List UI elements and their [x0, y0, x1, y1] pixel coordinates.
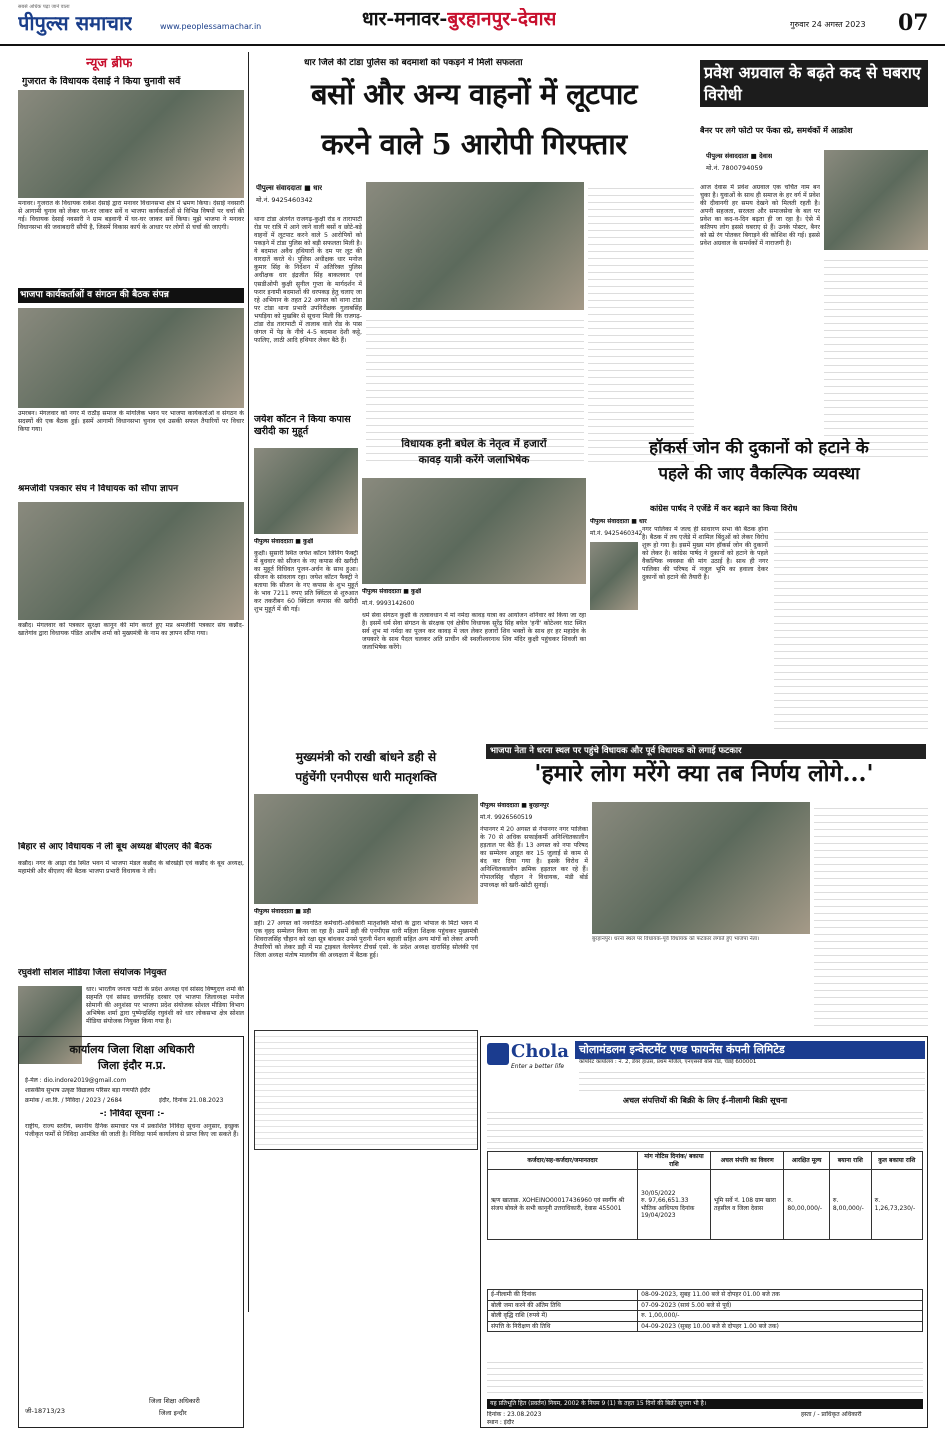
chola-schedule: [487, 1289, 923, 1332]
dharna-caption: बुरहानपुर। धरना स्थल पर विधायक-पूर्व विधायक को फटकार लगाते हुए भाजपा नेता।: [592, 936, 760, 942]
notice-signer: जिला शिक्षा अधिकारी: [149, 1397, 200, 1405]
brief-title: भाजपा कार्यकर्ताओं व संगठन की बैठक संपन्न: [18, 288, 244, 303]
chola-signer: हस्ता / - प्राधिकृत अधिकारी: [801, 1411, 862, 1418]
notice-code: जी-18713/23: [25, 1407, 65, 1415]
cm-photo: [254, 794, 478, 904]
pravesh-text-cont: [824, 254, 928, 462]
lead-headline: बसों और अन्य वाहनों में लूटपाट: [310, 77, 638, 111]
chola-intro: [487, 1107, 923, 1149]
hawkers-story: [590, 438, 928, 738]
hawkers-photo: [590, 542, 638, 610]
schedule-label: बोली जमा करने की अंतिम तिथि: [488, 1300, 638, 1311]
chola-auction-ad: [480, 1036, 928, 1428]
section-title-a: धार-मनावर-: [362, 8, 448, 30]
kanwad-text: धर्म सेवा संगठन कुक्षी के तत्वावधान में मां नर्मदा कावड़ यात्रा का आयोजन शनिवार को किया जा रहा है। इसमें धर्म सेवा संगठन के संरक्षक एवं क्षेत्रीय विधायक सुरेंद्र सिंह बघेल 'हनी' कोटेश्वर घाट स्थित सर्व शुभ मां नर्मदा का पूजन कर कावड़ में जल लेकर हजारों शिव भक्तों के साथ हर हर महादेव के जयकारे के साथ पैदल चलकर अति प्राचीन श्री स्थलीश्वरनाथ शिव मंदिर कुक्षी पहुंचकर शिवजी का जलाभिषेक करेंगे।: [362, 612, 586, 652]
cm-text: डही। 27 अगस्त को नवगठित कर्मचारी-अधिकारी मातृशक्ति मोर्चा के द्वारा भोपाल के मिंटो भवन में एक वृहद सम्मेलन किया जा रहा है। उसमें डही की एनपीएस धारी महिला शिक्षक पहुंचकर मुख्यमंत्री शिवराजसिंह चौहान को रक्षा सूत्र बांधकर उनसे पुरानी पेंशन बहाली सहित अन्य मांगों को लेकर अपनी तैयारियों को लेकर डही में मप्र ट्राइबल वेलफेयर टीचर्स एसो. के प्रदेश अध्यक्ष दारासिंह सोलंकी एवं जिला अध्यक्ष मंतोष मालवीय की अध्यक्षता में बैठक हुई।: [254, 920, 478, 960]
tender-ads: [254, 1030, 478, 1150]
hawkers-headline-2: पहले की जाए वैकल्पिक व्यवस्था: [658, 464, 860, 484]
brief-text: मनावर। गुजरात के विधायक राकेश देसाई द्वारा मनावर विधानसभा क्षेत्र में भ्रमण किया। देसाई नवसारी से आगामी चुनाव को लेकर घर-घर जाकर सर्वे व भाजपा कार्यकर्ताओं से विभिन्न विषयों पर चर्चा की गई। विधायक देसाई नवसारी ने ग्राम बड़वानी में घर-घर जाकर सर्वे किया। मुझे भाजपा ने मनावर विधानसभा की जवाबदारी सौंपी है, जिसमें विकास कार्य के आधार पर लोगों से चर्चा की जाएगी।: [18, 200, 244, 232]
chola-terms: [487, 1357, 923, 1397]
schedule-value: 04-09-2023 (सुबह 10.00 बजे से दोपहर 1.00 बजे तक): [638, 1321, 923, 1332]
chola-brand: Chola: [511, 1041, 569, 1062]
masthead-date: गुरुवार 24 अगस्त 2023: [790, 20, 866, 29]
demand-cell: [638, 1170, 711, 1240]
schedule-row: [488, 1321, 923, 1332]
brief-title: बिहार से आए विधायक ने ली बूथ अध्यक्ष बीएलए की बैठक: [18, 842, 212, 852]
lead-text-col3: [588, 182, 694, 462]
chola-address: कॉर्पोरेट कार्यालय : नं. 2, डेयर हाउस, प्रथम मंजिल, एनएससी बोस रोड, चेन्नई 600001: [579, 1059, 757, 1065]
hawkers-phone: मो.नं. 9425460342: [590, 530, 643, 537]
chola-tagline: Enter a better life: [511, 1063, 565, 1070]
chola-logo-icon: [487, 1043, 509, 1065]
cotton-text: कुक्षी। सुसारी स्थित जयेश कॉटन जिनिंग फैक्ट्री में बुधवार को सीजन के नए कपास की खरीदी का मुहूर्त विधिवत पूजन-अर्चन के साथ हुआ। सीजन के सांवलाय रहा। जयेश कॉटन फैक्ट्री ने बताया कि सीजन के नए कपास के शुभ मुहूर्त के भाव 7211 रुपए प्रति क्विंटल से शुरुआत कर तकरीबन 60 क्विंटल कपास की खरीदी शुभ मुहूर्त में की गई।: [254, 550, 358, 614]
cotton-byline: पीपुल्स संवाददाता ■ कुक्षी: [254, 538, 314, 545]
lead-headline-2: करने वाले 5 आरोपी गिरफ्तार: [321, 127, 627, 161]
schedule-label: बोली वृद्धि राशि (रुपये में): [488, 1311, 638, 1322]
schedule-row: [488, 1311, 923, 1322]
notice-title: -: निविदा सूचना :-: [99, 1109, 165, 1119]
cm-headline: मुख्यमंत्री को राखी बांधने डही से: [295, 750, 437, 764]
table-row: [488, 1170, 923, 1240]
chola-address-lines: [579, 1067, 925, 1093]
brief-title: गुजरात के विधायक देसाई ने किया चुनावी सर्वे: [22, 76, 181, 87]
masthead-url[interactable]: www.peoplessamachar.in: [160, 22, 262, 31]
pravesh-phone: मो.नं. 7800794059: [706, 164, 763, 172]
dharna-text: नेपानगर में 20 अगस्त से नेपानगर नगर पालिका के 70 से अधिक सफाईकर्मी अनिश्चितकालीन हड़ताल पर बैठे हैं। 13 अगस्त को नपा परिषद का सम्मेलन आहूत कर 15 जुलाई से काम से बंद कर दिया गया है। इसके विरोध में अनिश्चितकालीन क्रमिक हड़ताल कर रहे हैं। गोपालसिंह चौहान ने विधायक, मंडी बोर्ड उपाध्यक्ष को खरी-खोटी सुनाई।: [480, 826, 588, 890]
page-number: 07: [898, 10, 929, 36]
notice-signer-place: जिला इन्दौर: [159, 1409, 187, 1417]
notice-line: शासकीय सुभाष उत्कृष्ट विद्यालय परिसर बड़ा गणपति इंदौर: [25, 1087, 151, 1094]
masthead-tagline: सबसे अधिक पढ़ा जाने वाला: [18, 4, 70, 10]
col-header: आरक्षित मूल्य: [784, 1152, 830, 1170]
hawkers-text-cont: [774, 526, 928, 732]
lead-kicker: धार जिले की टांडा पुलिस को बदमाशों को पकड़ने में मिली सफलता: [304, 58, 523, 68]
pravesh-story: [698, 54, 928, 464]
schedule-label: ई-नीलामी की दिनांक: [488, 1290, 638, 1301]
col-header: कर्जदार/सह-कर्जदार/जमानतदार: [488, 1152, 638, 1170]
demand-amount: रु. 97,66,651.33: [641, 1197, 689, 1204]
lead-photo: [366, 182, 584, 310]
kanwad-story: [362, 438, 586, 748]
cotton-photo: [254, 448, 358, 534]
schedule-value: 07-09-2023 (सायं 5.00 बजे से पूर्व): [638, 1300, 923, 1311]
schedule-row: [488, 1290, 923, 1301]
pravesh-text: आज देवास में प्रवेश अग्रवाल एक चर्चित नाम बन चुका है। युवाओं के साथ ही समाज के हर वर्ग में प्रवेश की दीवानगी हर समय देखने को मिलती रहती है। अपनी सहजता, सरलता और समाजसेवा के बल पर प्रवेश का कद-व-दिन बढ़ता ही जा रहा है। ऐसे में कतिपय लोग इससे घबराए से हैं। उनके पोस्टर, बैनर को स्प्रे रंग पोतकर बिगाड़ने की कोशिश की गई। इससे प्रवेश अग्रवाल के समर्थकों में नाराजगी है।: [700, 184, 820, 248]
cm-byline: पीपुल्स संवाददाता ■ डही: [254, 908, 311, 915]
chola-notice-title: अचल संपत्तियों की बिक्री के लिए ई-नीलामी बिक्री सूचना: [622, 1095, 788, 1105]
notice-email: ई-मेल : dio.indore2019@gmail.com: [25, 1077, 127, 1084]
col-header: मांग नोटिस दिनांक/ बकाया राशि: [638, 1152, 711, 1170]
reserve-cell: रु. 80,00,000/-: [784, 1170, 830, 1240]
dharna-byline: पीपुल्स संवाददाता ■ बुरहानपुर: [480, 802, 549, 809]
cm-headline-2: पहुंचेंगी एनपीएस धारी मातृशक्ति: [295, 770, 437, 784]
dharna-photo: [592, 802, 810, 934]
section-title: [362, 8, 556, 32]
schedule-value: 08-09-2023, सुबह 11.00 बजे से दोपहर 01.00 बजे तक: [638, 1290, 923, 1301]
masthead: [0, 0, 945, 46]
chola-footer: यह प्रतिभूति हित (प्रवर्तन) नियम, 2002 के नियम 9 (1) के तहत 15 दिनों की बिक्री सूचना भी है।: [487, 1399, 923, 1409]
masthead-logo: पीपुल्स समाचार: [18, 11, 133, 35]
schedule-value: रु. 1,00,000/-: [638, 1311, 923, 1322]
chola-table: [487, 1151, 923, 1240]
tender-notice: [18, 1036, 244, 1428]
dharna-story: [480, 742, 928, 1032]
column-rule: [248, 52, 249, 1312]
kanwad-photo: [362, 478, 586, 584]
dharna-headline: 'हमारे लोग मरेंगे क्या तब निर्णय लोगे...': [534, 760, 874, 787]
demand-date: 30/05/2022: [641, 1189, 676, 1197]
brief-title: रघुवंशी सोशल मीडिया जिला संयोजक नियुक्त: [18, 968, 167, 978]
kanwad-headline-2: कावड़ यात्री करेंगे जलाभिषेक: [418, 454, 530, 466]
hawkers-byline: पीपुल्स संवाददाता ■ धार: [590, 518, 647, 525]
brief-text: कन्नौद। मंगलवार को पत्रकार सुरक्षा कानून की मांग करते हुए मप्र श्रमजीवी पत्रकार संघ कन्नौद-खातेगांव द्वारा विधायक पंडित आशीष शर्मा को मुख्यमंत्री के नाम का ज्ञापन सौंपा गया।: [18, 622, 244, 638]
notice-text: राष्ट्रीय, राज्य स्तरीय, स्थानीय दैनिक समाचार पत्र में प्रकाशित निविदा सूचना अनुसार, इच्छुक पंजीकृत फर्मों से निविदा आमंत्रित की जाती है। निविदा फार्म कार्यालय से प्राप्त किए जा सकते हैं।: [25, 1123, 239, 1139]
lead-byline: पीपुल्स संवाददाता ■ धार: [256, 184, 323, 192]
chola-place: स्थान : इंदौर: [487, 1419, 514, 1426]
section-title-b: बुरहानपुर-देवास: [447, 8, 557, 30]
dharna-text-cont: [814, 802, 928, 1026]
brief-text: उमरबन। मंगलवार को नगर में राठौड़ समाज के मांगलिक भवन पर भाजपा कार्यकर्ताओं व संगठन के सदस्यों की एक बैठक हुई। इसमें आगामी विधानसभा चुनाव एवं उसकी सफल तैयारियों पर विचार किया गया।: [18, 410, 244, 434]
chola-company: चोलामंडलम इन्वेस्टमेंट एण्ड फायनेंस कंपनी लिमिटेड: [575, 1041, 925, 1059]
col-header: अचल संपत्ति का विवरण: [710, 1152, 783, 1170]
kanwad-headline: विधायक हनी बघेल के नेतृत्व में हजारों: [401, 438, 547, 450]
notice-office-2: जिला इंदौर म.प्र.: [97, 1059, 167, 1072]
lead-text: थाना टांडा अंतर्गत राजगढ़-कुक्षी रोड व तारापाटी रोड पर रात्रि में आने जाने वाली बसों व छोटे-बड़े वाहनों में लूटपाट करने वाले 5 आरोपियों को पकड़ने में टांडा पुलिस को बड़ी सफलता मिली है। ये बदमाश अवैध हथियारों के दम पर लूट की वारदातें करते थे। पुलिस अधीक्षक धार मनोज कुमार सिंह के निर्देशन में अतिरिक्त पुलिस अधीक्षक धार इंद्रजीत सिंह बाकलवार एवं एसडीओपी कुक्षी सुनील गुप्ता के मार्गदर्शन में फरार इनामी बदमाशों की धरपकड़ हेतु चलाए जा रहे अभियान के तहत 22 अगस्त को थाना टांडा पर टांडा थाना प्रभारी उपनिरीक्षक गुलाबसिंह भयड़िया को मुखबिर से सूचना मिली कि राजगढ़-टांडा रोड तारापाटी में तालाब वाले रोड के पास जंगल में पेड़ के नीचे 4-5 बदमाश देशी कट्टे, फालिए, लाठी आदि हथियार लेकर बैठे हैं।: [254, 216, 362, 344]
lead-story: [254, 54, 694, 464]
dharna-kicker: भाजपा नेता ने धरना स्थल पर पहुंचे विधायक और पूर्व विधायक को लगाई फटकार: [486, 744, 926, 759]
brief-text: धार। भारतीय जनता पार्टी के प्रदेश अध्यक्ष एवं सांसद विष्णुदत्त शर्मा की सहमति एवं सांसद छत्तरसिंह दरबार एवं भाजपा जिलाध्यक्ष मनोज सोमानी की अनुशंसा पर भाजपा प्रदेश संयोजक सोशल मीडिया विभाग अभिषेक शर्मा द्वारा पुष्पेन्द्रसिंह रघुवंशी को धार लोकसभा क्षेत्र सोशल मीडिया संयोजक नियुक्त किया गया है।: [86, 986, 244, 1026]
cm-story: [254, 750, 478, 1150]
notice-office: कार्यालय जिला शिक्षा अधिकारी: [69, 1043, 195, 1056]
brief-text: कन्नौद। नगर के आढ़ा रोड स्थित भवन में भाजपा मंडल कन्नौद के बोरखेड़ी एवं कन्नौद के बूथ अध्यक्ष, महामंत्री और बीएलए की बैठक भाजपा प्रभारी विधायक ने ली।: [18, 860, 244, 876]
brief-photo: [18, 502, 244, 620]
notice-ref-date: इंदौर, दिनांक 21.08.2023: [159, 1097, 224, 1104]
brief-photo: [18, 90, 244, 198]
col-header: बयाना राशि: [829, 1152, 871, 1170]
total-cell: रु. 1,26,73,230/-: [871, 1170, 922, 1240]
col-header: कुल बकाया राशि: [871, 1152, 922, 1170]
cotton-headline: जयेश कॉटन ने किया कपास खरीदी का मुहूर्त: [254, 414, 351, 437]
hawkers-subhead: कांग्रेस पार्षद ने एजेंडे में कर बढ़ाने का किया विरोध: [650, 504, 798, 513]
chola-date: दिनांक : 23.08.2023: [487, 1411, 542, 1418]
hawkers-text: नगर पालिका में जल्द ही साधारण सभा की बैठक होना है। बैठक में तय एजेंडे में शामिल बिंदुओं को लेकर विरोध शुरू हो गया है। इसमें मुख्य मांग हॉकर्स जोन की दुकानों को लेकर है। कांग्रेस पार्षद ने दुकानों को हटाने के पहले वैकल्पिक व्यवस्था की मांग उठाई है। साथ ही नगर पालिका की परिषद में नजूल भूमि का हवाला देकर दुकानों को हटाने की तैयारी है।: [642, 526, 768, 582]
brief-title: श्रमजीवी पत्रकार संघ ने विधायक को सौंपा ज्ञापन: [18, 484, 179, 494]
kanwad-phone: मो.नं. 9993142600: [362, 600, 415, 607]
hawkers-headline: हॉकर्स जोन की दुकानों को हटाने के: [649, 438, 869, 458]
dharna-phone: मो.नं. 9926560519: [480, 814, 533, 821]
property-cell: भूमि सर्वे नं. 108 ग्राम खारा तहसील व जिला देवास: [710, 1170, 783, 1240]
borrower-cell: ऋण खाताक्र. XOHEINO00017436960 एवं स्वर्गीय श्री संजय बोयले के सभी कानूनी उत्तराधिकारी, देवास 455001: [488, 1170, 638, 1240]
possession-date: भौतिक आधिपत्य दिनांक 19/04/2023: [641, 1204, 695, 1219]
pravesh-photo: [824, 150, 928, 250]
brief-photo: [18, 308, 244, 408]
pravesh-subhead: बैनर पर लगे फोटो पर फेंका स्प्रे, समर्थकों में आक्रोश: [700, 126, 853, 135]
emd-cell: रु. 8,00,000/-: [829, 1170, 871, 1240]
lead-phone: मो.नं. 9425460342: [256, 196, 313, 204]
schedule-label: संपत्ति के निरीक्षण की तिथि: [488, 1321, 638, 1332]
news-brief-label: न्यूज ब्रीफ: [86, 56, 133, 71]
notice-ref: क्रमांक / शा.वि. / निविदा / 2023 / 2684: [25, 1097, 123, 1104]
cotton-story: [254, 414, 358, 744]
pravesh-byline: पीपुल्स संवाददाता ■ देवास: [706, 152, 773, 160]
kanwad-byline: पीपुल्स संवाददाता ■ कुक्षी: [362, 588, 422, 595]
schedule-row: [488, 1300, 923, 1311]
pravesh-headline: प्रवेश अग्रवाल के बढ़ते कद से घबराए विरोधी: [700, 60, 928, 107]
